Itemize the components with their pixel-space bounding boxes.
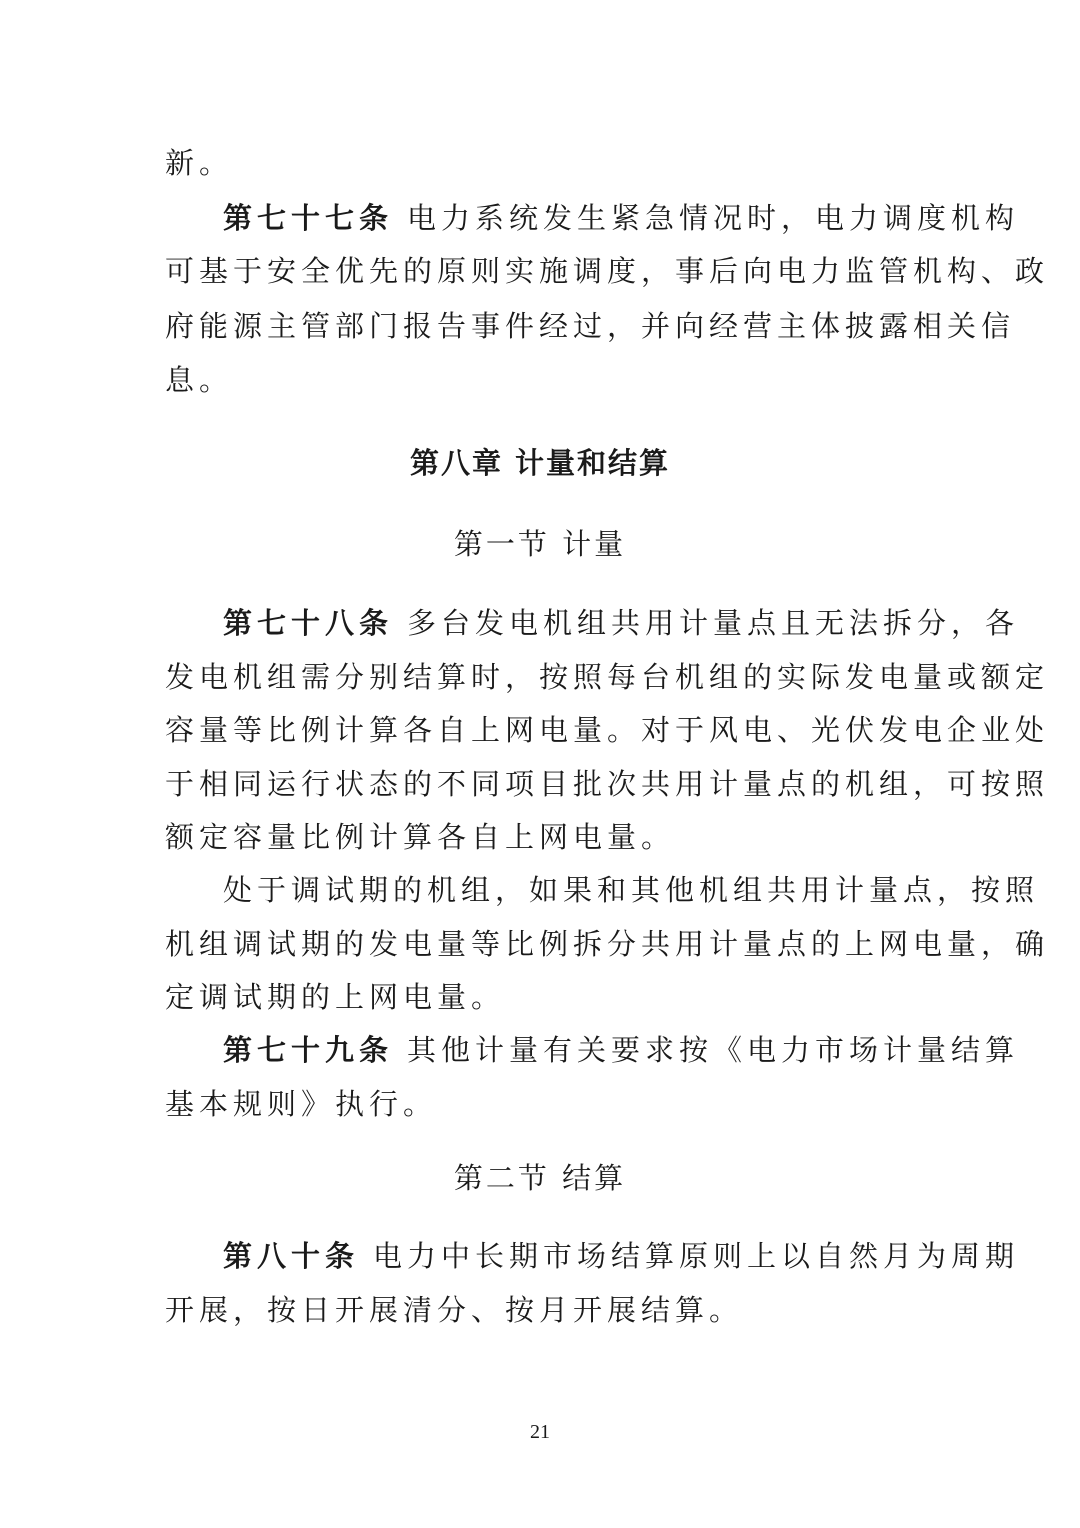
article-text: 息。: [165, 363, 234, 397]
article-77-line-3: [165, 306, 1016, 346]
article-79-line-1: [223, 1030, 1020, 1070]
paragraph-text: 定调试期的上网电量。: [165, 980, 506, 1014]
article-text: 府能源主管部门报告事件经过，并向经营主体披露相关信: [165, 309, 1016, 343]
article-77-line-1: [223, 198, 1020, 238]
article-text: 于相同运行状态的不同项目批次共用计量点的机组，可按照: [165, 767, 1050, 801]
article-78-line-1: [223, 603, 1020, 643]
article-text: 电力中长期市场结算原则上以自然月为周期: [373, 1239, 1020, 1273]
article-80-line-2: [165, 1290, 917, 1330]
article-79-line-2: [165, 1084, 917, 1124]
article-label: 第七十八条: [223, 606, 394, 640]
paragraph-line-3: [165, 977, 917, 1017]
article-text: 基本规则》执行。: [165, 1087, 438, 1121]
article-80-line-1: [223, 1236, 1020, 1276]
article-text: 额定容量比例计算各自上网电量。: [165, 820, 676, 854]
article-label: 第八十条: [223, 1239, 360, 1273]
article-text: 其他计量有关要求按《电力市场计量结算: [407, 1033, 1020, 1067]
paragraph-text: 处于调试期的机组，如果和其他机组共用计量点，按照: [223, 873, 1040, 907]
article-78-line-5: [165, 817, 917, 857]
paragraph-text: 机组调试期的发电量等比例拆分共用计量点的上网电量，确: [165, 927, 1050, 961]
article-text: 开展，按日开展清分、按月开展结算。: [165, 1293, 744, 1327]
article-77-line-2: [165, 251, 1050, 291]
text-line-content: 新。: [165, 146, 234, 180]
chapter-title: 第八章 计量和结算: [409, 446, 671, 480]
section-title: 第二节 结算: [453, 1161, 627, 1195]
article-text: 容量等比例计算各自上网电量。对于风电、光伏发电企业处: [165, 713, 1050, 747]
article-label: 第七十七条: [223, 201, 394, 235]
article-78-line-3: [165, 710, 1050, 750]
text-line: [165, 143, 917, 183]
article-78-line-2: [165, 657, 1050, 697]
article-label: 第七十九条: [223, 1033, 394, 1067]
paragraph-line-1: [223, 870, 1040, 910]
article-text: 电力系统发生紧急情况时，电力调度机构: [407, 201, 1020, 235]
article-text: 可基于安全优先的原则实施调度，事后向电力监管机构、政: [165, 254, 1050, 288]
article-text: 发电机组需分别结算时，按照每台机组的实际发电量或额定: [165, 660, 1050, 694]
section-title: 第一节 计量: [453, 527, 627, 561]
article-77-line-4: [165, 360, 917, 400]
page-number: 21: [530, 1421, 550, 1443]
article-text: 多台发电机组共用计量点且无法拆分，各: [407, 606, 1020, 640]
paragraph-line-2: [165, 924, 1050, 964]
article-78-line-4: [165, 764, 1050, 804]
